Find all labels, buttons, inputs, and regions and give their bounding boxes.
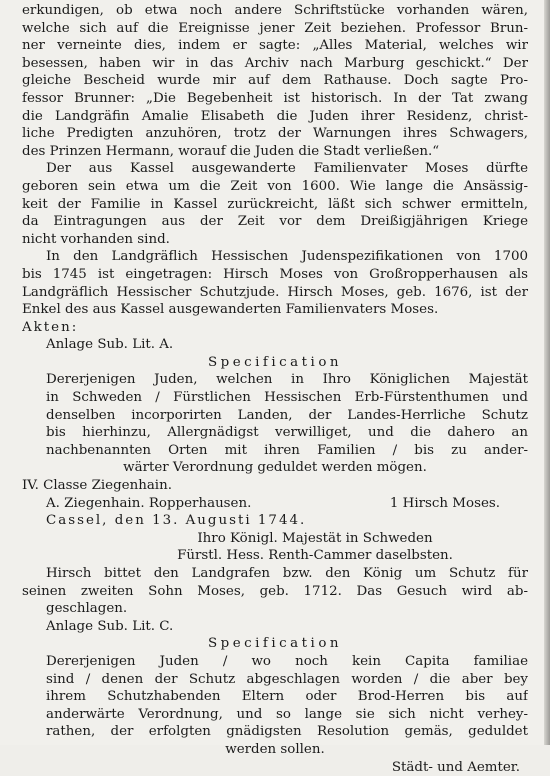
text-line: Der aus Kassel ausgewanderte Familienvater Moses dürfte: [46, 161, 528, 177]
text-line: Landgräflich Hessischer Schutzjude. Hirsch Moses, geb. 1676, ist der: [22, 284, 528, 300]
specification-heading: Specification: [207, 354, 343, 370]
text-line: Enkel des aus Kassel ausgewanderten Familienvaters Moses.: [22, 302, 439, 318]
text-line: ihrem Schutzhabenden Eltern oder Brod-Herren bis auf: [46, 689, 528, 705]
text-line: liche Predigten anzuhören, trotz der Warnungen ihres Schwagers,: [22, 126, 528, 142]
text-line: da Eintragungen aus der Zeit vor dem Dreißigjährigen Kriege: [22, 214, 528, 230]
text-line: denselben incorporirten Landen, der Landes-Herrliche Schutz: [46, 407, 528, 423]
text-line: gleiche Bescheid wurde mir auf dem Rathause. Doch sagte Pro-: [22, 73, 528, 89]
place-date: Cassel, den 13. Augusti 1744.: [46, 513, 307, 529]
signature-line: Ihro Königl. Majestät in Schweden: [197, 530, 433, 546]
text-line: In den Landgräflich Hessischen Judenspezifikationen von 1700: [46, 249, 528, 265]
text-line: welche sich auf die Ereignisse jener Zeit beziehen. Professor Brun-: [22, 20, 528, 36]
text-line: anderwärte Verordnung, und so lange sie sich nicht verhey-: [46, 706, 528, 722]
text-line: bis 1745 ist eingetragen: Hirsch Moses von Großropperhausen als: [22, 266, 528, 282]
class-label: IV. Classe Ziegenhain.: [22, 478, 172, 494]
text-line: keit der Familie in Kassel zurückreicht, läßt sich schwer ermitteln,: [22, 196, 528, 212]
text-line: Dererjenigen Juden, welchen in Ihro Königlichen Majestät: [46, 372, 528, 388]
text-line: werden sollen.: [225, 741, 325, 757]
text-line: in Schweden / Fürstlichen Hessischen Erb-Fürstenthumen und: [46, 390, 528, 406]
text-line: rathen, der erfolgten gnädigsten Resolution gemäs, geduldet: [46, 724, 528, 740]
place-name: A. Ziegenhain. Ropperhausen.: [46, 495, 252, 511]
section-heading: Akten:: [22, 319, 79, 335]
register-entry: [22, 495, 528, 513]
text-line: seinen zweiten Sohn Moses, geb. 1712. Das Gesuch wird ab-: [22, 583, 528, 599]
text-line: sind / denen der Schutz abgeschlagen worden / die aber bey: [46, 671, 528, 687]
text-line: geschlagen.: [46, 601, 128, 617]
annex-label: Anlage Sub. Lit. A.: [46, 337, 174, 353]
text-line: besessen, haben wir in das Archiv nach Marburg geschickt.“ Der: [22, 55, 528, 71]
specification-heading: Specification: [207, 636, 343, 652]
text-line: Dererjenigen Juden / wo noch kein Capita familiae: [46, 653, 528, 669]
person-name: 1 Hirsch Moses.: [389, 495, 500, 511]
text-line: die Landgräfin Amalie Elisabeth die Juden ihrer Residenz, christ-: [22, 108, 528, 124]
text-line: ner verneinte dies, indem er sagte: „Alles Material, welches wir: [22, 38, 528, 54]
text-line: wärter Verordnung geduldet werden mögen.: [123, 460, 427, 476]
closing-line: Städt- und Aemter.: [391, 759, 520, 775]
signature-line: Fürstl. Hess. Renth-Cammer daselbsten.: [177, 548, 453, 564]
text-line: des Prinzen Hermann, worauf die Juden die Stadt verließen.“: [22, 143, 440, 159]
text-line: geboren sein etwa um die Zeit von 1600. Wie lange die Ansässig-: [22, 178, 528, 194]
text-line: nachbenannten Orten mit ihren Familien / bis zu ander-: [46, 442, 528, 458]
text-line: erkundigen, ob etwa noch andere Schriftstücke vorhanden wären,: [22, 3, 528, 18]
text-line: bis hierhinzu, Allergnädigst verwilliget, und die dahero an: [46, 425, 528, 441]
text-line: Hirsch bittet den Landgrafen bzw. den König um Schutz für: [46, 566, 528, 581]
text-line: fessor Brunner: „Die Begebenheit ist historisch. In der Tat zwang: [22, 90, 528, 106]
text-line: nicht vorhanden sind.: [22, 231, 170, 247]
annex-label: Anlage Sub. Lit. C.: [46, 618, 174, 634]
